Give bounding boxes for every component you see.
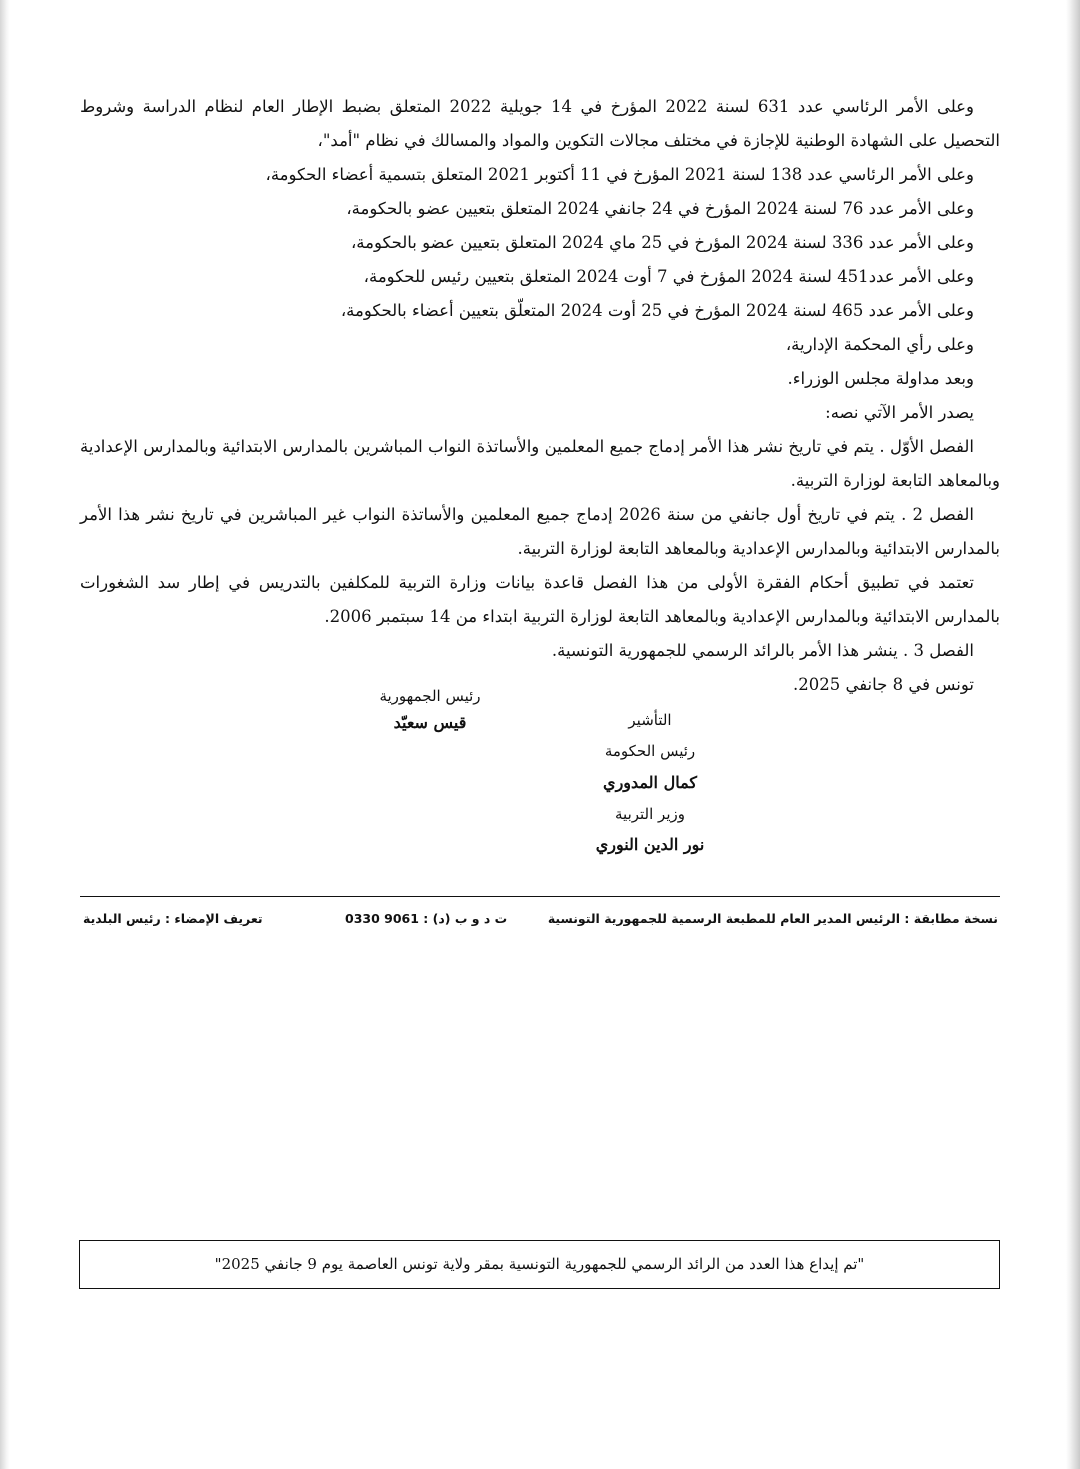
paragraph-decree-76: وعلى الأمر عدد 76 لسنة 2024 المؤرخ في 24 جانفي 2024 المتعلق بتعيين عضو بالحكومة،: [346, 199, 974, 218]
article-2-paragraph-2: تعتمد في تطبيق أحكام الفقرة الأولى من هذا الفصل قاعدة بيانات وزارة التربية للمكلفين بالتدريس في إطار سد الشغورات بالمدارس الابتدائية وبالمدارس الإعدادية وبالمعاهد التابعة لوزارة التربية ابتداء من 14 سبتمبر 2006.: [80, 573, 1000, 626]
page-edge-shadow-right: [1066, 0, 1080, 1469]
deposit-notice-text: "تم إيداع هذا العدد من الرائد الرسمي للجمهورية التونسية بمقر ولاية تونس العاصمة يوم 9 جانفي 2025": [214, 1255, 865, 1273]
countersignature-block: [560, 708, 740, 860]
article-1: الفصل الأوّل . يتم في تاريخ نشر هذا الأمر إدماج جميع المعلمين والأساتذة النواب المباشرين بالمدارس الابتدائية وبالمدارس الإعدادية وبالمعاهد التابعة لوزارة التربية.: [80, 437, 1000, 490]
footer-divider: [80, 896, 1000, 897]
paragraph-enactment-clause: يصدر الأمر الآتي نصه:: [825, 403, 974, 422]
article-2: الفصل 2 . يتم في تاريخ أول جانفي من سنة 2026 إدماج جميع المعلمين والأساتذة النواب غير المباشرين في تاريخ نشر هذا الأمر بالمدارس الابتدائية وبالمدارس الإعدادية وبالمعاهد التابعة لوزارة التربية.: [80, 505, 1000, 558]
footer-dinar-code: ت د و ب (د) : 9061 0330: [345, 911, 508, 926]
president-signature: [340, 684, 520, 738]
page-edge-shadow-left: [0, 0, 10, 1469]
paragraph-decree-631: وعلى الأمر الرئاسي عدد 631 لسنة 2022 المؤرخ في 14 جويلية 2022 المتعلق بضبط الإطار العام لنظام الدراسة وشروط التحصيل على الشهادة الوطنية للإجازة في مختلف مجالات التكوين والمواد والمسالك في نظام "أمد"،: [80, 97, 1000, 150]
paragraph-council-deliberation: وبعد مداولة مجلس الوزراء.: [787, 369, 974, 388]
paragraph-decree-451: وعلى الأمر عدد451 لسنة 2024 المؤرخ في 7 أوت 2024 المتعلق بتعيين رئيس للحكومة،: [363, 267, 974, 286]
footer-certified-copy: نسخة مطابقة : الرئيس المدير العام للمطبعة الرسمية للجمهورية التونسية: [547, 911, 998, 926]
paragraph-decree-336: وعلى الأمر عدد 336 لسنة 2024 المؤرخ في 25 ماي 2024 المتعلق بتعيين عضو بالحكومة،: [350, 233, 974, 252]
minister-title: وزير التربية: [615, 805, 685, 823]
paragraph-decree-465: وعلى الأمر عدد 465 لسنة 2024 المؤرخ في 25 أوت 2024 المتعلّق بتعيين أعضاء بالحكومة،: [340, 301, 974, 320]
paragraph-decree-138: وعلى الأمر الرئاسي عدد 138 لسنة 2021 المؤرخ في 11 أكتوبر 2021 المتعلق بتسمية أعضاء الحكومة،: [265, 165, 974, 184]
paragraph-administrative-court: وعلى رأي المحكمة الإدارية،: [785, 335, 974, 354]
minister-name: نور الدين النوري: [595, 835, 705, 854]
president-name: قيس سعيّد: [393, 713, 467, 732]
footer-signature-certification: تعريف الإمضاء : رئيس البلدية: [83, 911, 263, 926]
article-3: الفصل 3 . ينشر هذا الأمر بالرائد الرسمي للجمهورية التونسية.: [551, 641, 974, 660]
countersign-label: التأشير: [628, 711, 672, 729]
president-title: رئيس الجمهورية: [379, 687, 481, 705]
deposit-notice-box: [79, 1240, 1000, 1289]
place-and-date: تونس في 8 جانفي 2025.: [792, 675, 974, 694]
pm-title: رئيس الحكومة: [604, 742, 696, 760]
pm-name: كمال المدوري: [603, 773, 697, 792]
decree-body: [80, 90, 1000, 702]
